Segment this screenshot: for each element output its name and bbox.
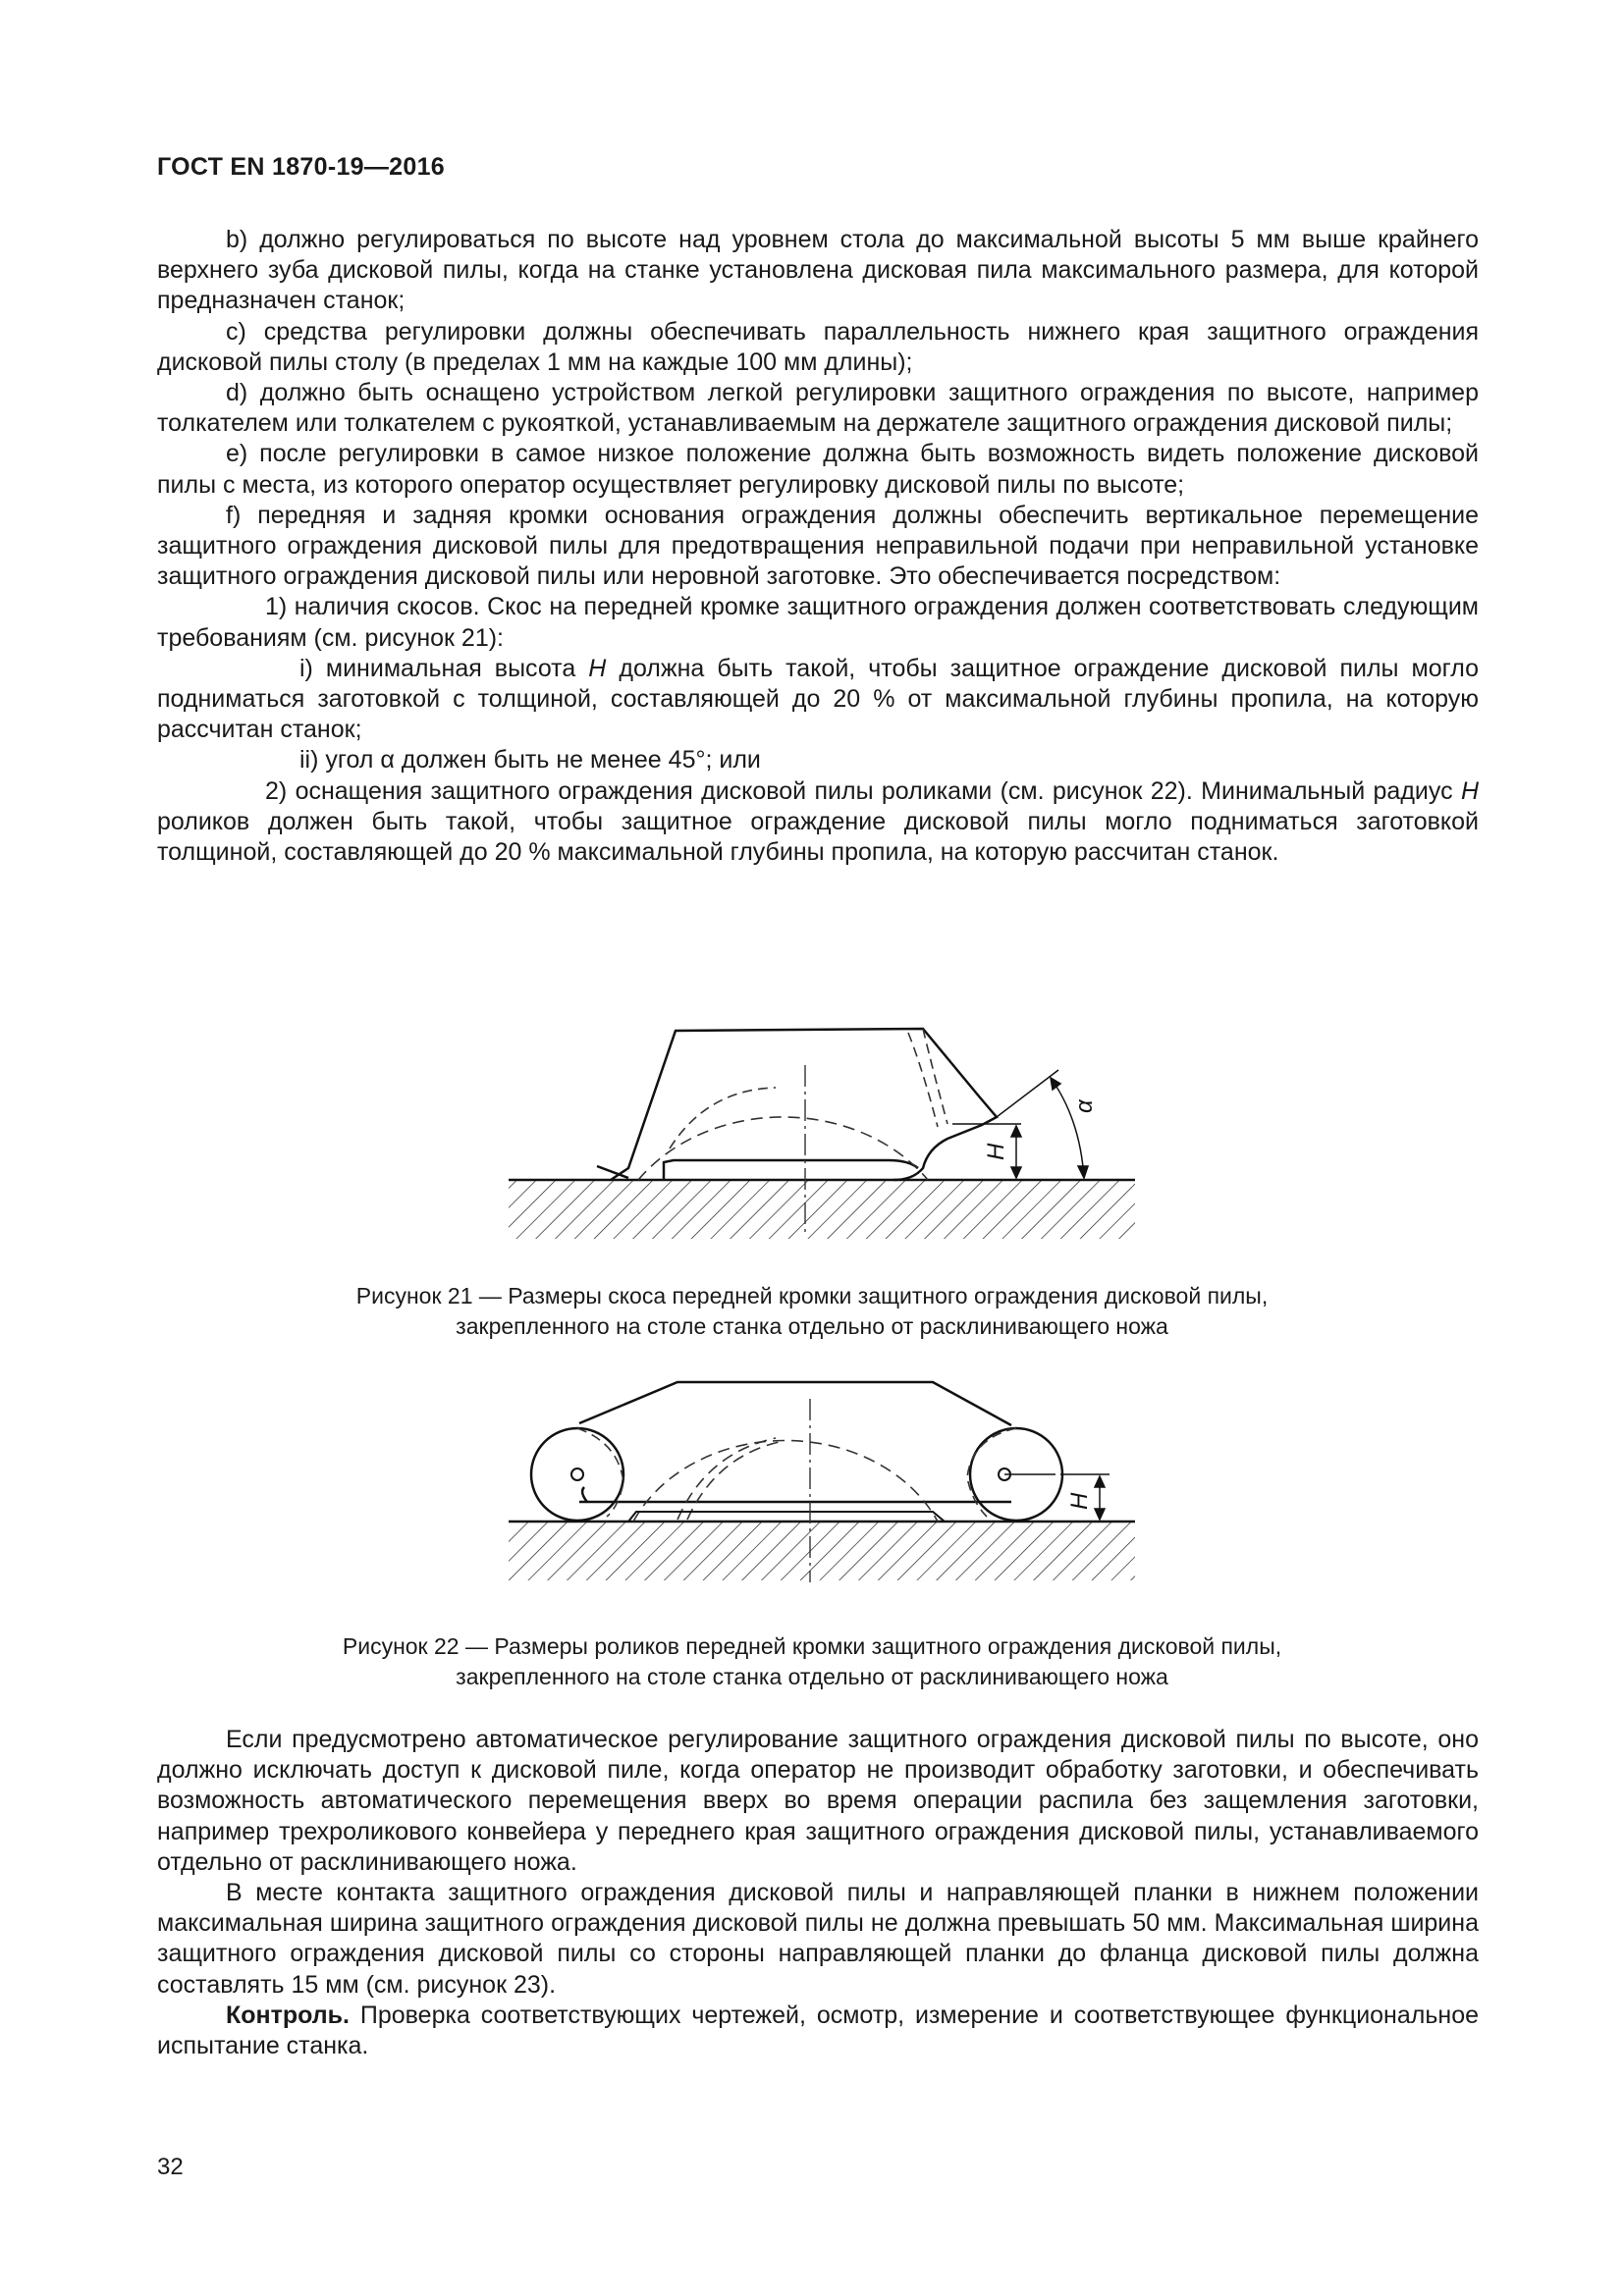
section-requirements: [157, 225, 1479, 868]
saw-blade-hidden: [638, 1117, 928, 1180]
figure-22-caption: Рисунок 22 — Размеры роликов передней кромки защитного ограждения дисковой пилы, закрепленного на столе станка отдельно от расклинивающего ножа: [342, 1633, 1282, 1689]
guard-outline: [597, 1029, 997, 1180]
saw-table: [509, 1180, 1135, 1239]
paragraph-f-1: 1) наличия скосов. Скос на передней кромке защитного ограждения должен соответствовать следующим требованиям (см. рисунок 21):: [157, 593, 1479, 652]
guard-hidden-lines: [670, 1029, 947, 1148]
dimension-h-label: H: [983, 1143, 1009, 1160]
paragraph-b: b) должно регулироваться по высоте над уровнем стола до максимальной высоты 5 мм выше крайнего верхнего зуба дисковой пилы, когда на станке установлена дисковая пила максимального размера, для которой предназначен станок;: [157, 226, 1479, 315]
figure-21-caption: Рисунок 21 — Размеры скоса передней кромки защитного ограждения дисковой пилы, закрепленного на столе станка отдельно от расклинивающего ножа: [355, 1283, 1269, 1339]
figure-22-drawing: [491, 1364, 1149, 1590]
rear-roller: [970, 1428, 1062, 1521]
guard-outline: [579, 1382, 1011, 1502]
dimension-h-label: H: [1066, 1492, 1093, 1510]
workpiece-line: [628, 1512, 945, 1522]
document-header: ГОСТ EN 1870-19—2016: [157, 153, 445, 181]
page-number: 32: [157, 2154, 184, 2180]
paragraph-e: e) после регулировки в самое низкое положение должна быть возможность видеть положение дисковой пилы с места, из которого оператор осуществляет регулировку дисковой пилы по высоте;: [157, 440, 1479, 499]
paragraph-f-1-i: i) минимальная высота H должна быть такой, чтобы защитное ограждение дисковой пилы могло подниматься заготовкой с толщиной, составляющей до 20 % от максимальной глубины пропила, на которую рассчитан станок;: [157, 654, 1479, 744]
paragraph-d: d) должно быть оснащено устройством легкой регулировки защитного ограждения по высоте, например толкателем или толкателем с рукояткой, устанавливаемым на держателе защитного ограждения дисковой пилы;: [157, 379, 1479, 438]
saw-blade-hidden: [633, 1438, 938, 1522]
saw-table: [509, 1522, 1135, 1580]
variable-h: H: [1460, 776, 1479, 805]
paragraph-f: f) передняя и задняя кромки основания ограждения должны обеспечить вертикальное перемещение защитного ограждения дисковой пилы для предотвращения неправильной подачи при неправильной установке защитного ограждения дисковой пилы или неровной заготовке. Это обеспечивается посредством:: [157, 501, 1479, 591]
paragraph-control: Контроль. Проверка соответствующих чертежей, осмотр, измерение и соответствующее функциональное испытание станка.: [157, 2001, 1479, 2060]
paragraph-automatic: Если предусмотрено автоматическое регулирование защитного ограждения дисковой пилы по высоте, оно должно исключать доступ к дисковой пиле, когда оператор не производит обработку заготовки, и обеспечивать возможность автоматического перемещения вверх во время операции распила без защемления заготовки, например трехроликового конвейера у переднего края защитного ограждения дисковой пилы, устанавливаемого отдельно от расклинивающего ножа.: [157, 1726, 1479, 1876]
paragraph-c: c) средства регулировки должны обеспечивать параллельность нижнего края защитного ограждения дисковой пилы столу (в пределах 1 мм на каждые 100 мм длины);: [157, 317, 1479, 376]
section-automatic-adjustment: [157, 1725, 1479, 2061]
figure-21-drawing: [491, 1011, 1149, 1247]
front-roller: [531, 1428, 623, 1521]
control-label: Контроль.: [226, 2001, 350, 2029]
paragraph-contact: В месте контакта защитного ограждения дисковой пилы и направляющей планки в нижнем положении максимальная ширина защитного ограждения дисковой пилы не должна превышать 50 мм. Максимальная ширина защитного ограждения дисковой пилы со стороны направляющей планки до фланца дисковой пилы должна составлять 15 мм (см. рисунок 23).: [157, 1879, 1479, 1999]
variable-h: H: [588, 654, 607, 682]
paragraph-f-2: 2) оснащения защитного ограждения дисковой пилы роликами (см. рисунок 22). Минимальный радиус H роликов должен быть такой, чтобы защитное ограждение дисковой пилы могло подниматься заготовкой толщиной, составляющей до 20 % максимальной глубины пропила, на которую рассчитан станок.: [157, 776, 1479, 867]
paragraph-f-1-ii: ii) угол α должен быть не менее 45°; или: [299, 746, 761, 774]
dimension-alpha-label: α: [1071, 1099, 1098, 1113]
